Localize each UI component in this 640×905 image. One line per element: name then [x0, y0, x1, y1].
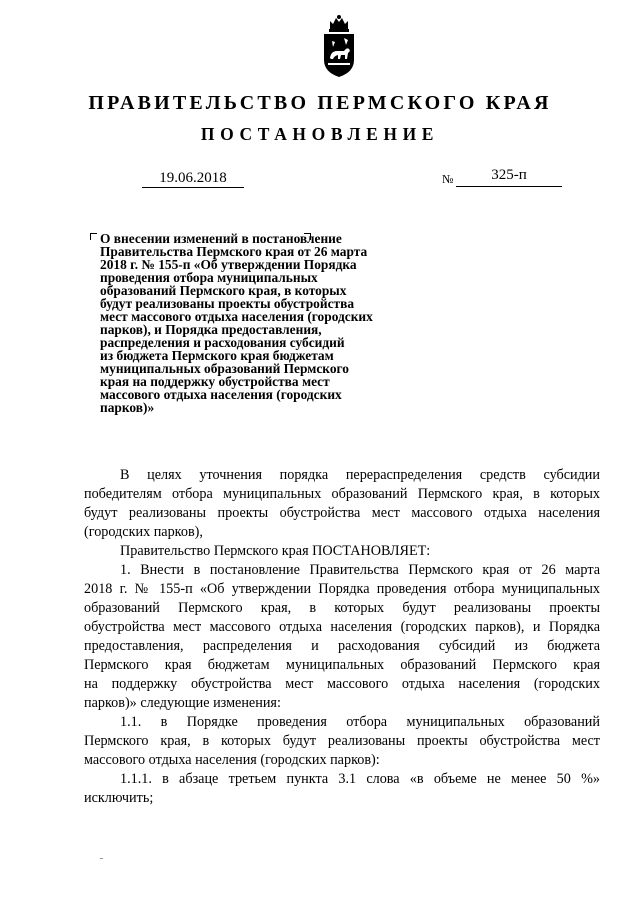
- text-line: Пермского края бюджетам муниципальных образований Пермского края: [84, 657, 600, 673]
- subject-bracket-left: [90, 233, 97, 240]
- subject-line: муниципальных образований Пермского: [100, 361, 349, 376]
- text-line: Пермского края, в которых будут реализованы проекты обустройства мест: [84, 733, 600, 749]
- subject-line: края на поддержку обустройства мест: [100, 374, 330, 389]
- text-line: образований Пермского края, в которых будут реализованы проекты: [84, 600, 600, 616]
- subject-line: образований Пермского края, в которых: [100, 283, 347, 298]
- subject-line: проведения отбора муниципальных: [100, 270, 318, 285]
- resolution-paragraph: [84, 542, 600, 561]
- text-line: на поддержку обустройства мест массового отдыха населения (городских: [84, 676, 600, 692]
- clause-1-1-1-paragraph: [84, 770, 600, 808]
- government-title: ПРАВИТЕЛЬСТВО ПЕРМСКОГО КРАЯ: [88, 92, 552, 114]
- text-line: парков)» следующие изменения:: [84, 695, 281, 711]
- text-line: (городских парков),: [84, 524, 203, 540]
- document-number: 325-п: [456, 167, 562, 187]
- subject-line: массового отдыха населения (городских: [100, 387, 342, 402]
- preamble-paragraph: [84, 466, 600, 542]
- text-line: победителям отбора муниципальных образований Пермского края, в которых: [84, 486, 600, 502]
- subject-line: из бюджета Пермского края бюджетам: [100, 348, 334, 363]
- text-line: обустройства мест массового отдыха населения (городских парков), и Порядка: [84, 619, 600, 635]
- text-line: предоставления, распределения и расходования субсидий из бюджета: [84, 638, 600, 654]
- subject-line: Правительства Пермского края от 26 марта: [100, 244, 368, 259]
- coat-of-arms-emblem: [321, 14, 357, 78]
- document-body: [84, 466, 600, 808]
- document-type-title: ПОСТАНОВЛЕНИЕ: [200, 124, 440, 144]
- text-line: В целях уточнения порядка перераспределения средств субсидии: [120, 467, 600, 483]
- text-line: Правительство Пермского края ПОСТАНОВЛЯЕТ:: [120, 543, 431, 559]
- text-line: 1.1.1. в абзаце третьем пункта 3.1 слова «в объеме не менее 50 %»: [120, 771, 600, 787]
- subject-line: О внесении изменений в постановление: [100, 231, 342, 246]
- text-line: 1. Внести в постановление Правительства Пермского края от 26 марта: [120, 562, 600, 578]
- scan-artifact-mark: [100, 858, 103, 859]
- text-line: исключить;: [84, 790, 154, 806]
- number-sign: №: [442, 172, 454, 186]
- subject-line: парков), и Порядка предоставления,: [100, 322, 322, 337]
- subject-line: будут реализованы проекты обустройства: [100, 296, 355, 311]
- text-line: 2018 г. № 155-п «Об утверждении Порядка проведения отбора муниципальных: [84, 581, 600, 597]
- clause-1-paragraph: [84, 561, 600, 713]
- subject-line: 2018 г. № 155-п «Об утверждении Порядка: [100, 257, 357, 272]
- text-line: 1.1. в Порядке проведения отбора муниципальных образований: [120, 714, 600, 730]
- text-line: будут реализованы проекты обустройства мест массового отдыха населения: [84, 505, 600, 521]
- subject-line: распределения и расходования субсидий: [100, 335, 345, 350]
- document-date: 19.06.2018: [142, 170, 244, 188]
- document-subject: [100, 232, 373, 414]
- text-line: массового отдыха населения (городских парков):: [84, 752, 380, 768]
- subject-line: парков)»: [100, 400, 155, 415]
- subject-line: мест массового отдыха населения (городских: [100, 309, 373, 324]
- clause-1-1-paragraph: [84, 713, 600, 770]
